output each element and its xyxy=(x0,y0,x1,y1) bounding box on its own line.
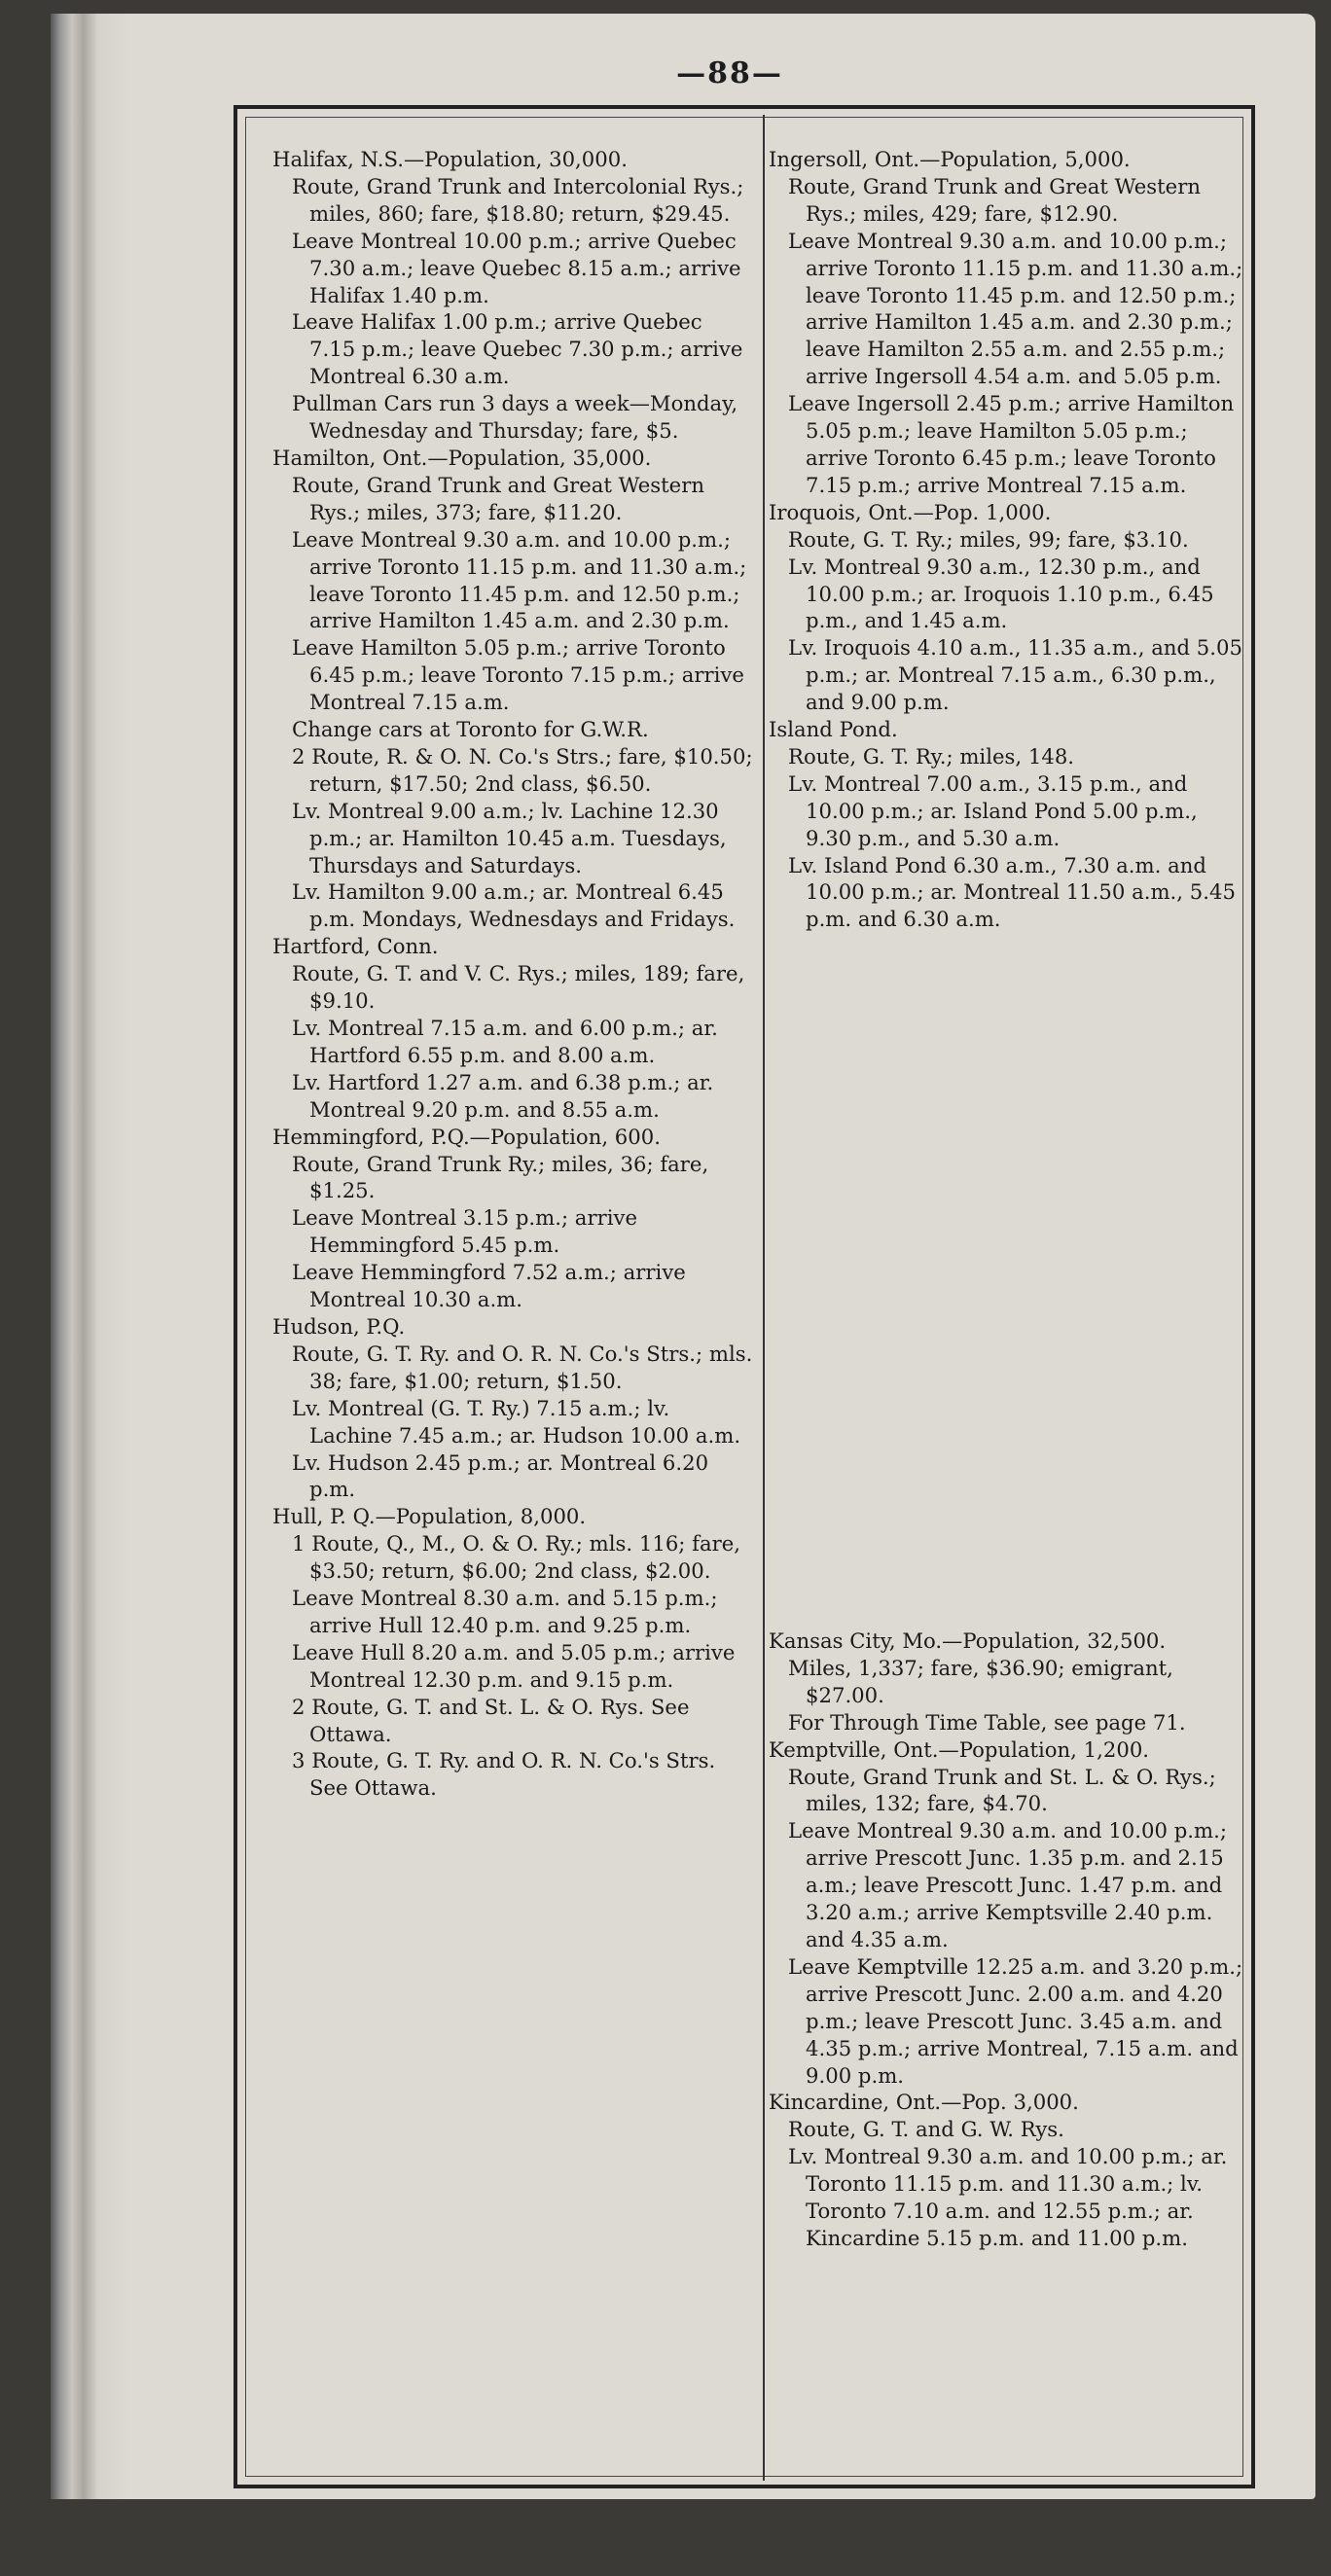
entry-heading: Hartford, Conn. xyxy=(272,934,439,959)
page-edges xyxy=(51,14,128,2499)
entry-line: Lv. Hartford 1.27 a.m. and 6.38 p.m.; ar. Montreal 9.20 p.m. and 8.55 a.m. xyxy=(292,1069,714,1122)
entry-line: Leave Ingersoll 2.45 p.m.; arrive Hamilton 5.05 p.m.; leave Hamilton 5.05 p.m.; arrive Toronto 6.45 p.m.; leave Toronto 7.15 p.m.; arrive Montreal 7.15 a.m. xyxy=(788,391,1235,497)
entry-line: Leave Montreal 3.15 p.m.; arrive Hemmingford 5.45 p.m. xyxy=(292,1205,637,1258)
entry-line: Leave Halifax 1.00 p.m.; arrive Quebec 7.15 p.m.; leave Quebec 7.30 p.m.; arrive Montreal 6.30 a.m. xyxy=(292,309,743,389)
entry-line: Miles, 1,337; fare, $36.90; emigrant, $27.00. xyxy=(788,1655,1173,1707)
entry-heading: Kansas City, Mo.—Population, 32,500. xyxy=(769,1628,1167,1653)
right-column-upper xyxy=(769,146,1247,933)
page-number: —88— xyxy=(676,56,783,90)
entry-line: Lv. Island Pond 6.30 a.m., 7.30 a.m. and 10.00 p.m.; ar. Montreal 11.50 a.m., 5.45 p.m. and 6.30 a.m. xyxy=(788,852,1236,932)
entry-heading: Kemptville, Ont.—Population, 1,200. xyxy=(769,1736,1150,1762)
entry-line: Lv. Hamilton 9.00 a.m.; ar. Montreal 6.45 p.m. Mondays, Wednesdays and Fridays. xyxy=(292,879,736,932)
entry-line: Route, Grand Trunk and Great Western Rys.; miles, 373; fare, $11.20. xyxy=(292,472,704,524)
entry-line: For Through Time Table, see page 71. xyxy=(788,1709,1186,1735)
entry-line: 1 Route, Q., M., O. & O. Ry.; mls. 116; fare, $3.50; return, $6.00; 2nd class, $2.00. xyxy=(292,1531,741,1584)
entry-line: Leave Hamilton 5.05 p.m.; arrive Toronto 6.45 p.m.; leave Toronto 7.15 p.m.; arrive Montreal 7.15 a.m. xyxy=(292,635,744,715)
entry-heading: Iroquois, Ont.—Pop. 1,000. xyxy=(769,499,1052,524)
entry-line: Route, Grand Trunk and St. L. & O. Rys.; miles, 132; fare, $4.70. xyxy=(788,1764,1216,1816)
entry-line: Change cars at Toronto for G.W.R. xyxy=(292,717,649,742)
entry-line: 2 Route, R. & O. N. Co.'s Strs.; fare, $10.50; return, $17.50; 2nd class, $6.50. xyxy=(292,743,753,796)
entry-line: Route, G. T. Ry.; miles, 148. xyxy=(788,743,1075,769)
entry-line: 2 Route, G. T. and St. L. & O. Rys. See Ottawa. xyxy=(292,1694,690,1746)
entry-line: Leave Montreal 8.30 a.m. and 5.15 p.m.; arrive Hull 12.40 p.m. and 9.25 p.m. xyxy=(292,1586,718,1637)
entry-heading: Hamilton, Ont.—Population, 35,000. xyxy=(272,445,652,470)
entry-heading: Island Pond. xyxy=(769,717,898,742)
column-divider xyxy=(763,115,765,2481)
entry-heading: Ingersoll, Ont.—Population, 5,000. xyxy=(769,147,1131,171)
entry-line: Leave Kemptville 12.25 a.m. and 3.20 p.m.; arrive Prescott Junc. 2.00 a.m. and 4.20 p.m.; leave Prescott Junc. 3.45 a.m. and 4.35 p.m.; arrive Montreal, 7.15 a.m. and 9.00 p.m. xyxy=(788,1953,1243,2088)
entry-line: Lv. Montreal (G. T. Ry.) 7.15 a.m.; lv. Lachine 7.45 a.m.; ar. Hudson 10.00 a.m. xyxy=(292,1395,741,1448)
entry-line: Leave Hemmingford 7.52 a.m.; arrive Montreal 10.30 a.m. xyxy=(292,1260,686,1312)
left-column xyxy=(272,146,754,1802)
right-column-lower xyxy=(769,1628,1247,2252)
entry-line: Lv. Montreal 9.30 a.m. and 10.00 p.m.; ar. Toronto 11.15 p.m. and 11.30 a.m.; lv. Toronto 7.10 a.m. and 12.55 p.m.; ar. Kincardine 5.15 p.m. and 11.00 p.m. xyxy=(788,2144,1228,2250)
entry-line: Leave Montreal 9.30 a.m. and 10.00 p.m.; arrive Prescott Junc. 1.35 p.m. and 2.15 a.m.; leave Prescott Junc. 1.47 p.m. and 3.20 a.m.; arrive Kemptsville 2.40 p.m. and 4.35 a.m. xyxy=(788,1818,1227,1951)
entry-heading: Halifax, N.S.—Population, 30,000. xyxy=(272,147,628,171)
entry-line: Route, G. T. and V. C. Rys.; miles, 189; fare, $9.10. xyxy=(292,961,745,1014)
entry-heading: Hemmingford, P.Q.—Population, 600. xyxy=(272,1124,661,1149)
entry-line: Lv. Montreal 7.15 a.m. and 6.00 p.m.; ar. Hartford 6.55 p.m. and 8.00 a.m. xyxy=(292,1016,718,1067)
entry-line: Lv. Hudson 2.45 p.m.; ar. Montreal 6.20 p.m. xyxy=(292,1449,709,1502)
entry-heading: Hudson, P.Q. xyxy=(272,1313,406,1339)
entry-line: Route, Grand Trunk and Intercolonial Rys.; miles, 860; fare, $18.80; return, $29.45. xyxy=(292,173,744,226)
entry-line: Leave Montreal 10.00 p.m.; arrive Quebec 7.30 a.m.; leave Quebec 8.15 a.m.; arrive Halifax 1.40 p.m. xyxy=(292,228,741,307)
entry-line: Route, Grand Trunk Ry.; miles, 36; fare, $1.25. xyxy=(292,1151,709,1203)
entry-line: Leave Montreal 9.30 a.m. and 10.00 p.m.; arrive Toronto 11.15 p.m. and 11.30 a.m.; leave Toronto 11.45 p.m. and 12.50 p.m.; arrive Hamilton 1.45 a.m. and 2.30 p.m.; leave Hamilton 2.55 a.m. and 2.55 p.m.; arrive Ingersoll 4.54 a.m. and 5.05 p.m. xyxy=(788,228,1243,389)
entry-heading: Kincardine, Ont.—Pop. 3,000. xyxy=(769,2090,1079,2115)
entry-line: Pullman Cars run 3 days a week—Monday, Wednesday and Thursday; fare, $5. xyxy=(292,391,738,444)
entry-line: Route, G. T. Ry. and O. R. N. Co.'s Strs.; mls. 38; fare, $1.00; return, $1.50. xyxy=(292,1341,753,1393)
entry-line: Route, G. T. and G. W. Rys. xyxy=(788,2117,1064,2142)
entry-heading: Hull, P. Q.—Population, 8,000. xyxy=(272,1504,587,1529)
entry-line: Lv. Montreal 7.00 a.m., 3.15 p.m., and 10.00 p.m.; ar. Island Pond 5.00 p.m., 9.30 p.m., and 5.30 a.m. xyxy=(788,770,1198,850)
entry-line: Leave Montreal 9.30 a.m. and 10.00 p.m.; arrive Toronto 11.15 p.m. and 11.30 a.m.; leave Toronto 11.45 p.m. and 12.50 p.m.; arrive Hamilton 1.45 a.m. and 2.30 p.m. xyxy=(292,526,747,633)
entry-line: Lv. Montreal 9.00 a.m.; lv. Lachine 12.30 p.m.; ar. Hamilton 10.45 a.m. Tuesdays, Thursdays and Saturdays. xyxy=(292,798,727,877)
entry-line: Route, G. T. Ry.; miles, 99; fare, $3.10. xyxy=(788,526,1189,552)
entry-line: 3 Route, G. T. Ry. and O. R. N. Co.'s Strs. See Ottawa. xyxy=(292,1748,716,1801)
entry-line: Route, Grand Trunk and Great Western Rys.; miles, 429; fare, $12.90. xyxy=(788,173,1201,226)
entry-line: Lv. Montreal 9.30 a.m., 12.30 p.m., and 10.00 p.m.; ar. Iroquois 1.10 p.m., 6.45 p.m., and 1.45 a.m. xyxy=(788,554,1214,633)
entry-line: Leave Hull 8.20 a.m. and 5.05 p.m.; arrive Montreal 12.30 p.m. and 9.15 p.m. xyxy=(292,1639,736,1692)
entry-line: Lv. Iroquois 4.10 a.m., 11.35 a.m., and 5.05 p.m.; ar. Montreal 7.15 a.m., 6.30 p.m., and 9.00 p.m. xyxy=(788,635,1242,715)
